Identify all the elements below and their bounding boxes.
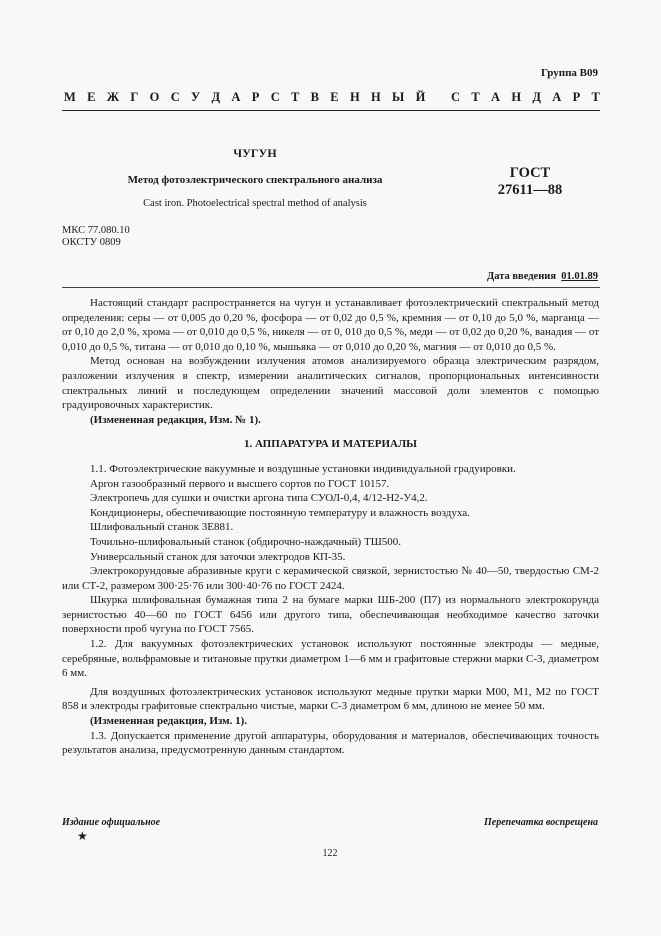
amendment-note: (Измененная редакция, Изм. № 1). bbox=[90, 413, 261, 426]
scope-paragraph: Настоящий стандарт распространяется на чугун и устанавливает фотоэлектрический спектральный метод определения: серы — от 0,005 до 0,20 %, фосфора — от 0,02 до 0,5 %, кремния — от 0,10 до 5,0 %, марганца — от 0,10 до 2,0 %, хрома — от 0,010 до 0,5 %, никеля — от 0, 010 до 0,5 %, меди — от 0,02 до 0,20 %, ванадия — от 0,010 до 0,5 %, титана — от 0,010 до 0,10 %, мышьяка — от 0,010 до 0,20 %, магния — от 0,010 до 0,5 %. bbox=[62, 297, 599, 353]
banner-letter: О bbox=[149, 90, 160, 104]
list-item: Электропечь для сушки и очистки аргона типа СУОЛ-0,4, 4/12-Н2-У4,2. bbox=[90, 492, 428, 505]
interstate-standard-banner bbox=[64, 90, 600, 105]
intro-divider bbox=[62, 287, 600, 288]
banner-letter: Н bbox=[349, 90, 360, 104]
banner-letter: Ж bbox=[106, 90, 120, 104]
banner-letter: С bbox=[451, 90, 461, 104]
amendment-note: (Измененная редакция, Изм. 1). bbox=[90, 715, 248, 728]
list-item: Шкурка шлифовальная бумажная типа 2 на бумаге марки ШБ-200 (П7) из нормального электрокорунда зернистостью 40—60 по ГОСТ 6456 или другого типа, обеспечивающая необходимое качество заточки поверхности проб чугуна по ГОСТ 7565. bbox=[62, 594, 599, 636]
list-item: Кондиционеры, обеспечивающие постоянную температуру и влажность воздуха. bbox=[90, 506, 470, 519]
document-title: ЧУГУН bbox=[233, 146, 277, 160]
header-divider bbox=[62, 110, 600, 111]
banner-letter: А bbox=[491, 90, 501, 104]
banner-letter: У bbox=[191, 90, 201, 104]
air-installations-paragraph: Для воздушных фотоэлектрических установок используют медные прутки марки М00, М1, М2 по ГОСТ 858 и электроды графитовые спектрально чистые, марки С-3 диаметром 6 мм, длиною не менее 50 мм. bbox=[62, 685, 599, 713]
document-english-title: Cast iron. Photoelectrical spectral method of analysis bbox=[143, 198, 367, 209]
banner-letter: С bbox=[170, 90, 180, 104]
banner-letter: Е bbox=[330, 90, 339, 104]
method-paragraph: Метод основан на возбуждении излучения атомов анализируемого образца электрическим разрядом, разложении излучения в спектр, измерении аналитических сигналов, пропорциональных интенсивности спектральных линий и последующем определении значений массовой доли элементов с помощью градуировочных характеристик. bbox=[62, 355, 599, 412]
okstu-code: ОКСТУ 0809 bbox=[62, 237, 121, 248]
introduction-date-label: Дата введения bbox=[487, 271, 556, 282]
gost-label: ГОСТ bbox=[509, 165, 551, 181]
clause-1-2: 1.2. Для вакуумных фотоэлектрических установок используют постоянные электроды — медные, серебряные, вольфрамовые и титановые прутки диаметром 1—6 мм и графитовые стержни марки С-3, диаметром 6 мм. bbox=[62, 638, 599, 680]
gost-number: 27611—88 bbox=[497, 182, 563, 198]
list-item: Аргон газообразный первого и высшего сортов по ГОСТ 10157. bbox=[90, 477, 390, 490]
banner-letter: М bbox=[64, 90, 76, 104]
banner-letter: В bbox=[310, 90, 319, 104]
page-number: 122 bbox=[322, 848, 338, 859]
introduction-date bbox=[0, 271, 598, 282]
banner-letter: Е bbox=[87, 90, 96, 104]
banner-letter: Й bbox=[415, 90, 426, 104]
banner-letter: Р bbox=[572, 90, 581, 104]
section-heading: 1. АППАРАТУРА И МАТЕРИАЛЫ bbox=[244, 438, 417, 451]
banner-letter: Н bbox=[511, 90, 522, 104]
banner-letter: Н bbox=[370, 90, 381, 104]
clause-1-3: 1.3. Допускается применение другой аппаратуры, оборудования и материалов, обеспечивающих точность результатов анализа, предусмотренную данным стандартом. bbox=[62, 729, 599, 757]
mks-code: МКС 77.080.10 bbox=[62, 225, 130, 236]
list-item: Точильно-шлифовальный станок (обдирочно-наждачный) ТШ500. bbox=[90, 535, 402, 548]
banner-letter: Т bbox=[471, 90, 480, 104]
banner-letter: А bbox=[552, 90, 562, 104]
banner-letter: Г bbox=[130, 90, 139, 104]
clause-1-1: 1.1. Фотоэлектрические вакуумные и воздушные установки индивидуальной градуировки. bbox=[90, 462, 516, 475]
reprint-prohibited-note: Перепечатка воспрещена bbox=[484, 817, 598, 828]
list-item: Шлифовальный станок 3Е881. bbox=[90, 521, 234, 534]
banner-letter: С bbox=[270, 90, 280, 104]
banner-letter bbox=[437, 90, 440, 105]
banner-letter: Д bbox=[532, 90, 541, 104]
introduction-date-value: 01.01.89 bbox=[561, 271, 598, 282]
banner-letter: А bbox=[231, 90, 241, 104]
group-code: Группа В09 bbox=[540, 67, 598, 79]
official-edition-note: Издание официальное bbox=[62, 817, 161, 828]
banner-letter: Р bbox=[251, 90, 260, 104]
document-body bbox=[62, 296, 599, 758]
document-subtitle: Метод фотоэлектрического спектрального анализа bbox=[127, 174, 383, 186]
banner-letter: Д bbox=[211, 90, 221, 104]
banner-letter: Ы bbox=[392, 90, 405, 104]
list-item: Электрокорундовые абразивные круги с керамической связкой, зернистостью № 40—50, твердостью СМ-2 или СТ-2, размером 300·25·76 или 300·40·76 по ГОСТ 2424. bbox=[62, 565, 599, 592]
banner-letter: Т bbox=[591, 90, 600, 104]
banner-letter: Т bbox=[291, 90, 300, 104]
star-icon: ★ bbox=[77, 829, 88, 843]
list-item: Универсальный станок для заточки электродов КП-35. bbox=[90, 550, 346, 563]
